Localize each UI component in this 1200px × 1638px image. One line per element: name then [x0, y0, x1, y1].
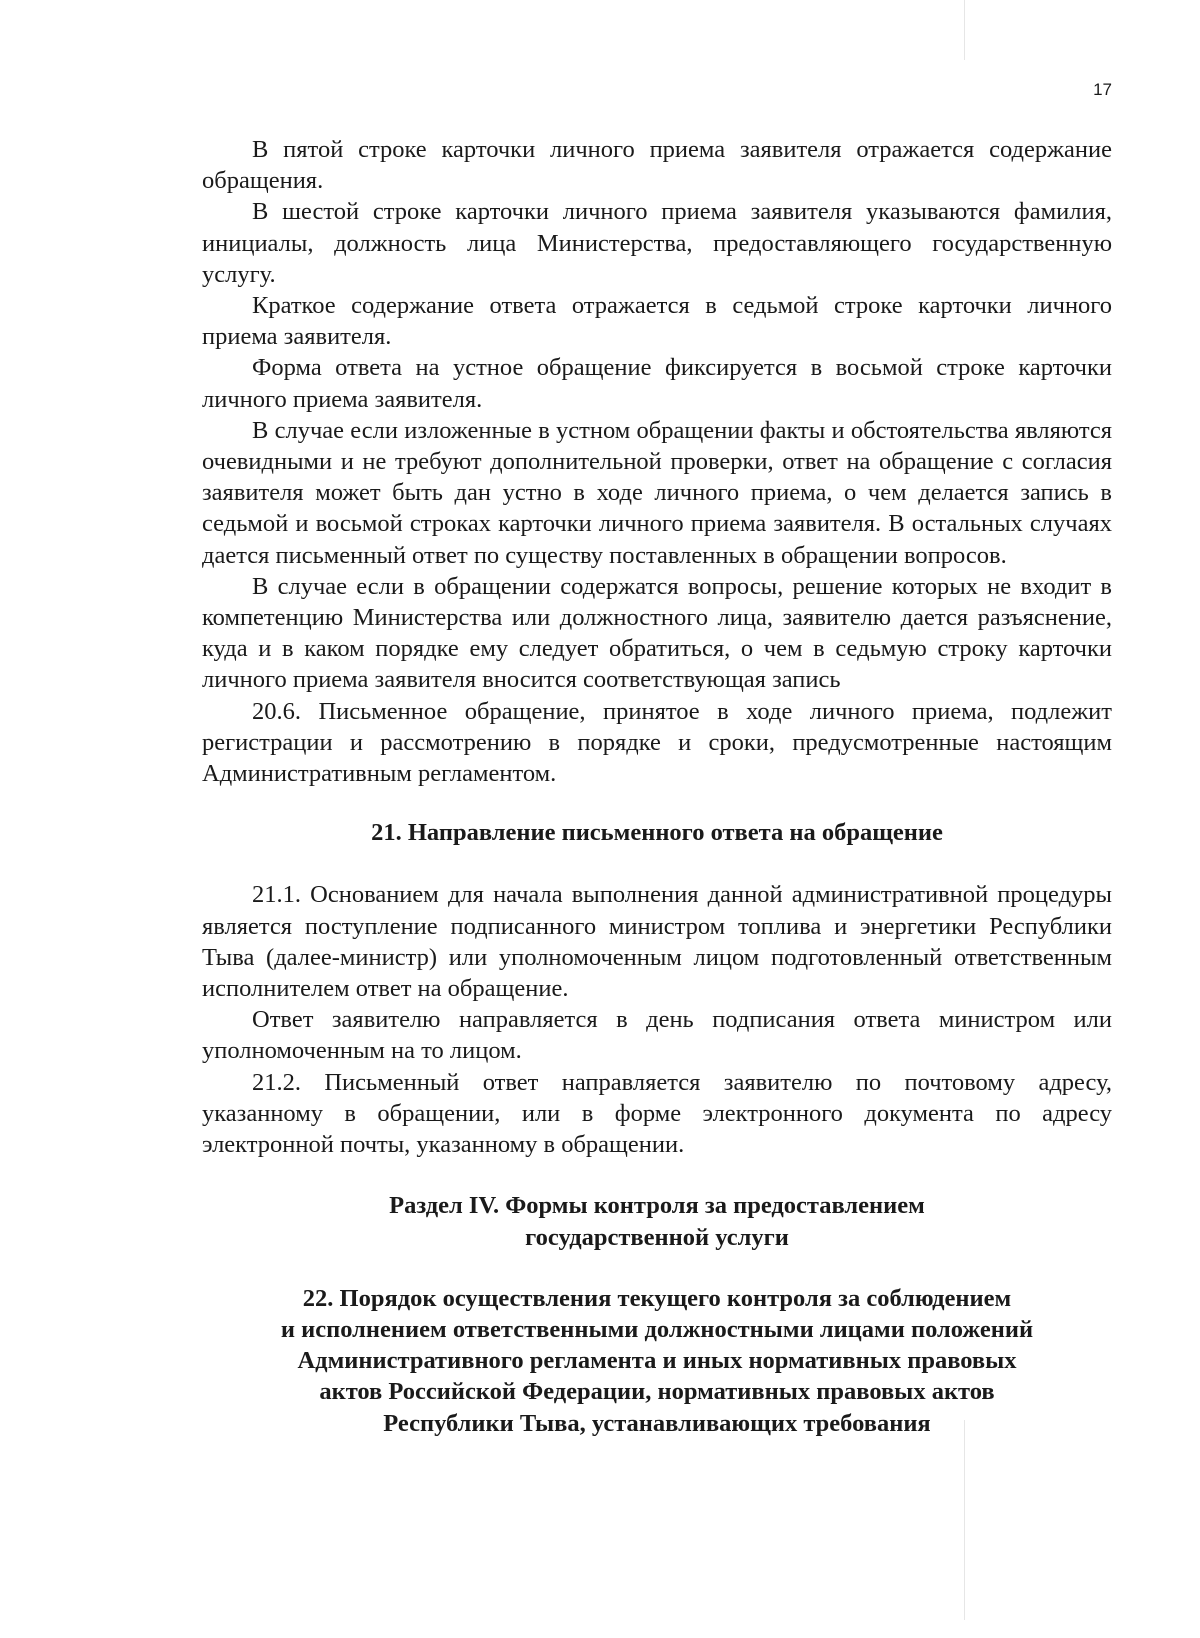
section-title-line: государственной услуги	[525, 1223, 789, 1251]
paragraph: 20.6. Письменное обращение, принятое в ходе личного приема, подлежит регистрации и рассмотрению в порядке и сроки, предусмотренные настоящим Административным регламентом.	[202, 697, 1112, 788]
section-heading-22	[202, 1283, 1112, 1439]
paragraph: В случае если изложенные в устном обращении факты и обстоятельства являются очевидными и не требуют дополнительной проверки, ответ на обращение с согласия заявителя может быть дан устно в ходе личного приема, о чем делается запись в седьмой и восьмой строках карточки личного приема заявителя. В остальных случаях дается письменный ответ по существу поставленных в обращении вопросов.	[202, 416, 1112, 569]
section-heading-21: 21. Направление письменного ответа на обращение	[371, 819, 943, 847]
heading-line: актов Российской Федерации, нормативных правовых актов	[319, 1378, 995, 1406]
paragraph: В случае если в обращении содержатся вопросы, решение которых не входит в компетенцию Министерства или должностного лица, заявителю дается разъяснение, куда и в каком порядке ему следует обратиться, о чем в седьмую строку карточки личного приема заявителя вносится соответствующая запись	[202, 572, 1112, 694]
heading-line: Республики Тыва, устанавливающих требования	[383, 1409, 931, 1437]
paragraph: Ответ заявителю направляется в день подписания ответа министром или уполномоченным на то лицом.	[202, 1006, 1112, 1065]
heading-line: и исполнением ответственными должностными лицами положений	[280, 1315, 1034, 1343]
section-title-iv	[202, 1190, 1112, 1252]
paragraph: В пятой строке карточки личного приема заявителя отражается содержание обращения.	[202, 136, 1112, 195]
paragraph: 21.1. Основанием для начала выполнения данной административной процедуры является поступление подписанного министром топлива и энергетики Республики Тыва (далее-министр) или уполномоченным лицом подготовленный ответственным исполнителем ответ на обращение.	[202, 881, 1112, 1003]
section-title-line: Раздел IV. Формы контроля за предоставлением	[389, 1192, 925, 1220]
paragraph: Краткое содержание ответа отражается в седьмой строке карточки личного приема заявителя.	[202, 292, 1112, 351]
scan-artifact-line	[964, 0, 965, 60]
document-body	[202, 134, 1112, 1439]
heading-line: Административного регламента и иных нормативных правовых	[297, 1347, 1017, 1375]
paragraph: В шестой строке карточки личного приема заявителя указываются фамилия, инициалы, должность лица Министерства, предоставляющего государственную услугу.	[202, 198, 1112, 288]
paragraph: 21.2. Письменный ответ направляется заявителю по почтовому адресу, указанному в обращении, или в форме электронного документа по адресу электронной почты, указанному в обращении.	[202, 1068, 1112, 1159]
paragraph: Форма ответа на устное обращение фиксируется в восьмой строке карточки личного приема заявителя.	[202, 354, 1112, 413]
page-number: 17	[1093, 80, 1112, 99]
scan-artifact-line	[964, 1420, 965, 1620]
heading-line: 22. Порядок осуществления текущего контроля за соблюдением	[302, 1284, 1012, 1312]
